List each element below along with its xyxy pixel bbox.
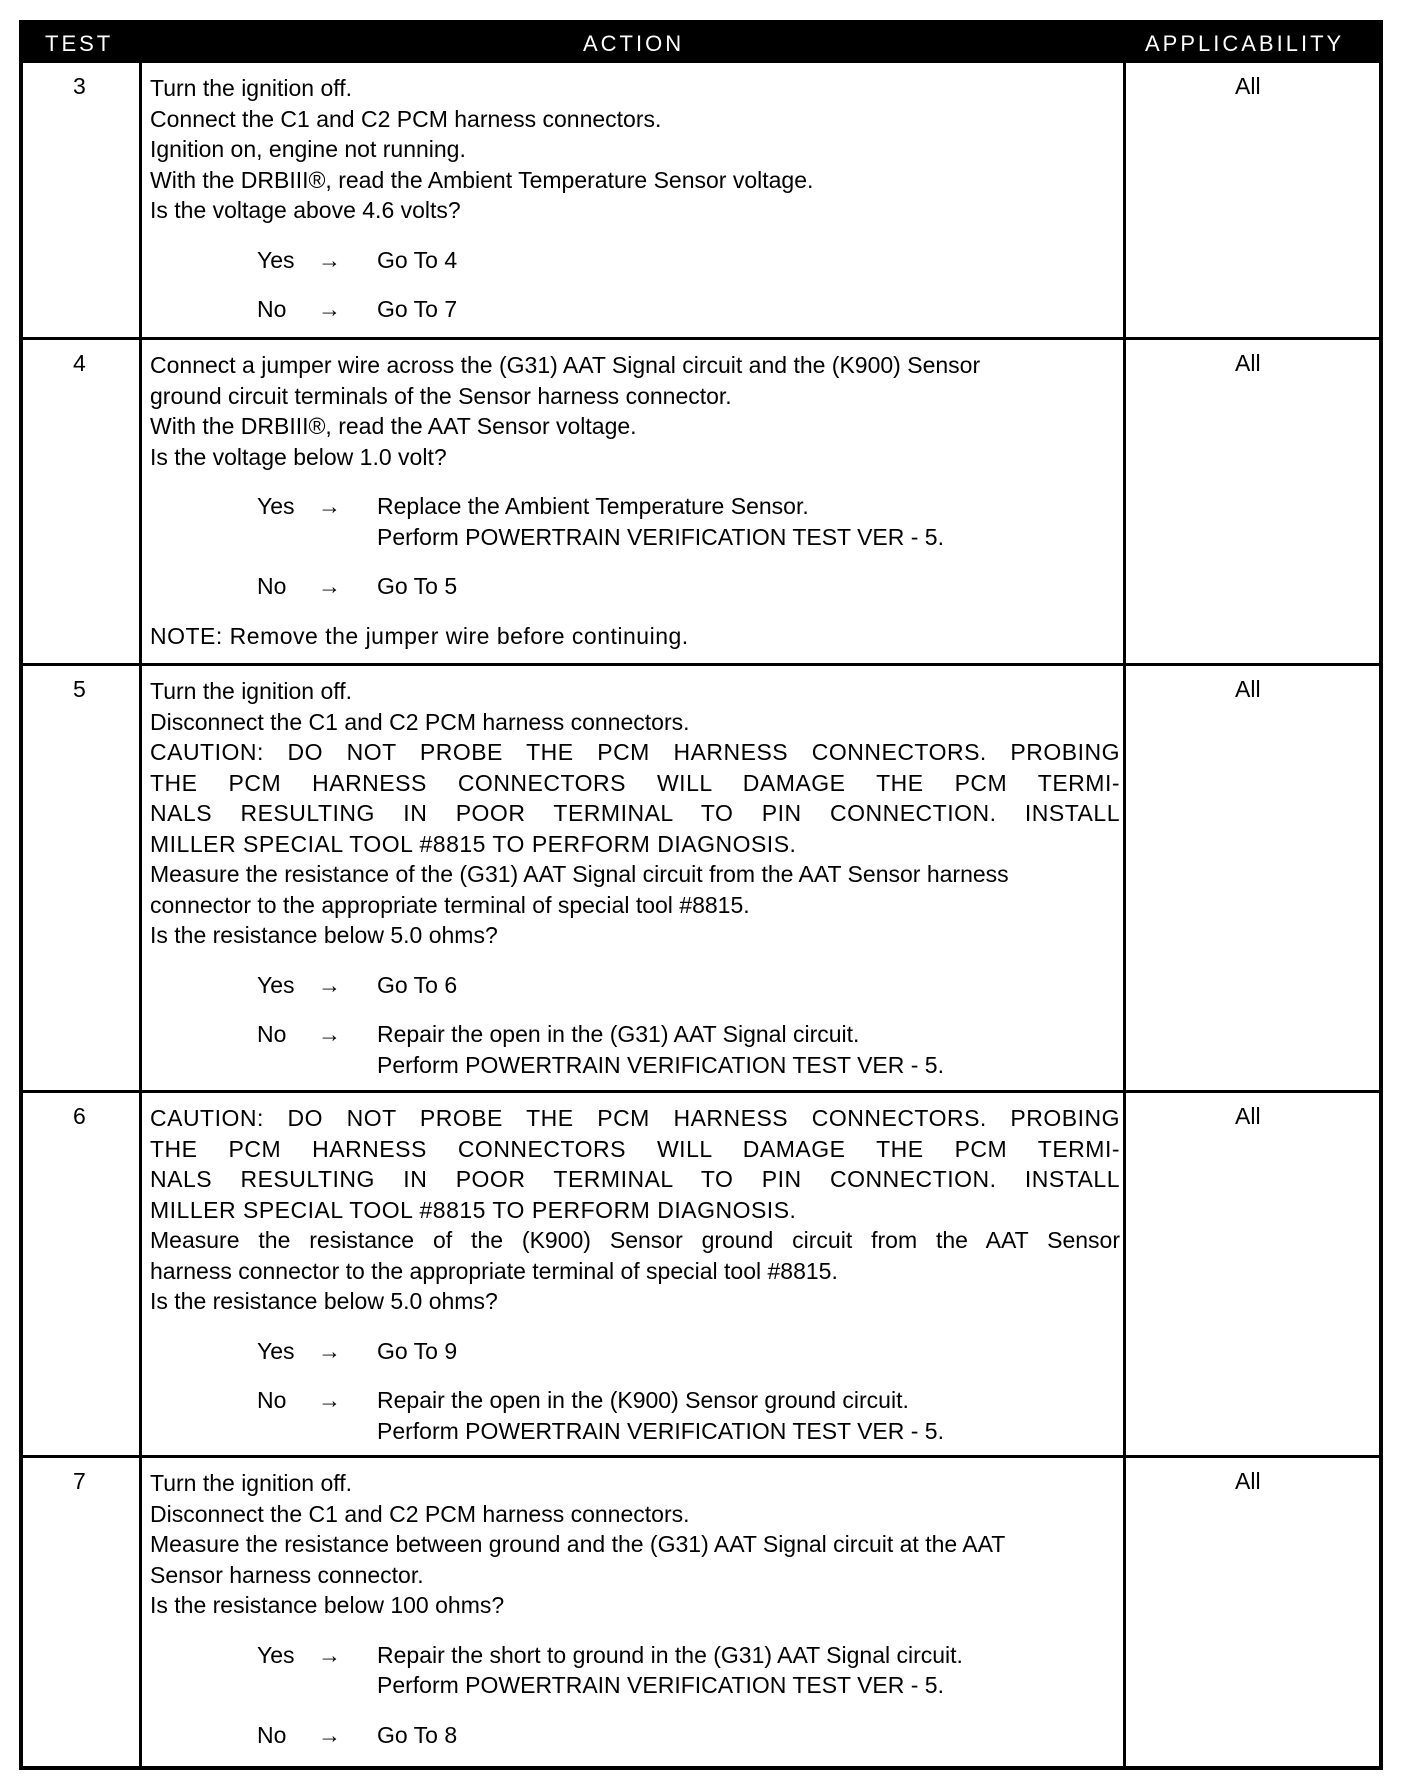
right-arrow-icon: → xyxy=(318,573,341,599)
action-line: connector to the appropriate terminal of special tool #8815. xyxy=(150,891,750,918)
action-line: Disconnect the C1 and C2 PCM harness connectors. xyxy=(150,1500,690,1527)
test-number: 3 xyxy=(73,73,86,99)
answer-yes xyxy=(150,1336,1120,1367)
applicability-value: All xyxy=(1235,676,1261,702)
caution-line: CAUTION: DO NOT PROBE THE PCM HARNESS CONNECTORS. PROBING xyxy=(150,739,1120,765)
right-arrow-icon: → xyxy=(318,1721,341,1748)
answer-yes xyxy=(150,970,1120,1001)
caution-line: THE PCM HARNESS CONNECTORS WILL DAMAGE THE PCM TERMI- xyxy=(150,1135,1120,1162)
answer-no xyxy=(150,1385,1120,1446)
right-arrow-icon: → xyxy=(318,1337,341,1364)
answer-text: Go To 7 xyxy=(377,296,458,322)
right-arrow-icon: → xyxy=(318,971,341,998)
answer-key: No xyxy=(257,1021,287,1047)
test-number: 7 xyxy=(73,1468,86,1494)
action-line: With the DRBIII®, read the AAT Sensor voltage. xyxy=(150,413,637,439)
action-line: Is the resistance below 5.0 ohms? xyxy=(150,922,498,948)
answer-text: Go To 5 xyxy=(377,573,458,599)
answer-key: Yes xyxy=(257,971,295,998)
answer-text: Perform POWERTRAIN VERIFICATION TEST VER - 5. xyxy=(377,1051,944,1078)
row-divider xyxy=(23,1455,1379,1458)
action-line: Connect the C1 and C2 PCM harness connectors. xyxy=(150,105,662,132)
answer-text: Go To 4 xyxy=(377,246,458,273)
action-line: Is the resistance below 5.0 ohms? xyxy=(150,1288,498,1314)
action-line: Connect a jumper wire across the (G31) AAT Signal circuit and the (K900) Sensor xyxy=(150,352,981,378)
answer-text: Go To 8 xyxy=(377,1721,458,1748)
applicability-value: All xyxy=(1235,1468,1261,1494)
answer-no xyxy=(150,1019,1120,1080)
answer-text: Perform POWERTRAIN VERIFICATION TEST VER - 5. xyxy=(377,1672,944,1698)
answer-key: Yes xyxy=(257,246,295,273)
action-line: Is the voltage above 4.6 volts? xyxy=(150,197,461,223)
right-arrow-icon: → xyxy=(318,1641,341,1668)
action-cell xyxy=(150,676,1120,1080)
answer-yes xyxy=(150,245,1120,276)
header-applicability: APPLICABILITY xyxy=(1145,31,1345,56)
answer-key: No xyxy=(257,573,287,599)
answer-text: Replace the Ambient Temperature Sensor. xyxy=(377,493,809,519)
caution-line: NALS RESULTING IN POOR TERMINAL TO PIN CONNECTION. INSTALL xyxy=(150,800,1120,826)
header-action: ACTION xyxy=(583,31,685,56)
action-line: Disconnect the C1 and C2 PCM harness connectors. xyxy=(150,708,690,735)
applicability-value: All xyxy=(1235,350,1261,376)
answer-no xyxy=(150,1720,1120,1751)
action-line: Turn the ignition off. xyxy=(150,1470,353,1496)
caution-line: NALS RESULTING IN POOR TERMINAL TO PIN CONNECTION. INSTALL xyxy=(150,1166,1120,1192)
right-arrow-icon: → xyxy=(318,1021,341,1047)
row-divider xyxy=(23,1090,1379,1093)
test-number: 5 xyxy=(73,676,86,702)
note-text: NOTE: Remove the jumper wire before continuing. xyxy=(150,622,689,649)
action-line: Is the voltage below 1.0 volt? xyxy=(150,443,447,470)
answer-text: Repair the open in the (G31) AAT Signal circuit. xyxy=(377,1021,860,1047)
column-divider xyxy=(1123,63,1126,1766)
action-line: Turn the ignition off. xyxy=(150,75,353,101)
action-line: ground circuit terminals of the Sensor harness connector. xyxy=(150,382,732,409)
answer-text: Repair the open in the (K900) Sensor ground circuit. xyxy=(377,1387,909,1413)
action-line: Measure the resistance between ground and the (G31) AAT Signal circuit at the AAT xyxy=(150,1531,1006,1557)
action-line: Measure the resistance of the (K900) Sensor ground circuit from the AAT Sensor xyxy=(150,1227,1120,1253)
action-line: harness connector to the appropriate terminal of special tool #8815. xyxy=(150,1257,838,1284)
caution-line: THE PCM HARNESS CONNECTORS WILL DAMAGE THE PCM TERMI- xyxy=(150,769,1120,796)
answer-key: No xyxy=(257,1387,287,1413)
right-arrow-icon: → xyxy=(318,246,341,273)
answer-text: Perform POWERTRAIN VERIFICATION TEST VER - 5. xyxy=(377,1417,944,1444)
answer-key: No xyxy=(257,1721,287,1748)
answer-no xyxy=(150,571,1120,602)
action-line: Measure the resistance of the (G31) AAT Signal circuit from the AAT Sensor harness xyxy=(150,861,1009,887)
action-line: Sensor harness connector. xyxy=(150,1561,424,1588)
table-header xyxy=(23,24,1379,63)
answer-key: Yes xyxy=(257,493,295,519)
action-line: Is the resistance below 100 ohms? xyxy=(150,1592,505,1618)
action-cell xyxy=(150,1103,1120,1446)
action-cell xyxy=(150,73,1120,325)
answer-text: Go To 9 xyxy=(377,1337,458,1364)
action-line: Ignition on, engine not running. xyxy=(150,136,466,162)
answer-text: Repair the short to ground in the (G31) AAT Signal circuit. xyxy=(377,1641,963,1668)
answer-key: Yes xyxy=(257,1641,295,1668)
row-divider xyxy=(23,337,1379,340)
test-number: 6 xyxy=(73,1103,86,1129)
answer-yes xyxy=(150,491,1120,552)
applicability-value: All xyxy=(1235,73,1261,99)
test-number: 4 xyxy=(73,350,86,376)
caution-line: CAUTION: DO NOT PROBE THE PCM HARNESS CONNECTORS. PROBING xyxy=(150,1105,1120,1131)
answer-text: Perform POWERTRAIN VERIFICATION TEST VER - 5. xyxy=(377,523,944,550)
caution-line: MILLER SPECIAL TOOL #8815 TO PERFORM DIAGNOSIS. xyxy=(150,1196,797,1223)
right-arrow-icon: → xyxy=(318,493,341,519)
action-cell xyxy=(150,350,1120,651)
diagnostic-table xyxy=(19,20,1383,1770)
action-line: With the DRBIII®, read the Ambient Temperature Sensor voltage. xyxy=(150,166,814,193)
row-divider xyxy=(23,663,1379,666)
header-test: TEST xyxy=(45,31,114,56)
answer-no xyxy=(150,294,1120,325)
answer-text: Go To 6 xyxy=(377,971,458,998)
answer-key: Yes xyxy=(257,1337,295,1364)
right-arrow-icon: → xyxy=(318,1387,341,1413)
caution-line: MILLER SPECIAL TOOL #8815 TO PERFORM DIAGNOSIS. xyxy=(150,830,797,857)
applicability-value: All xyxy=(1235,1103,1261,1129)
right-arrow-icon: → xyxy=(318,296,341,322)
answer-yes xyxy=(150,1640,1120,1701)
action-cell xyxy=(150,1468,1120,1750)
answer-key: No xyxy=(257,296,287,322)
action-line: Turn the ignition off. xyxy=(150,678,353,704)
column-divider xyxy=(139,63,142,1766)
